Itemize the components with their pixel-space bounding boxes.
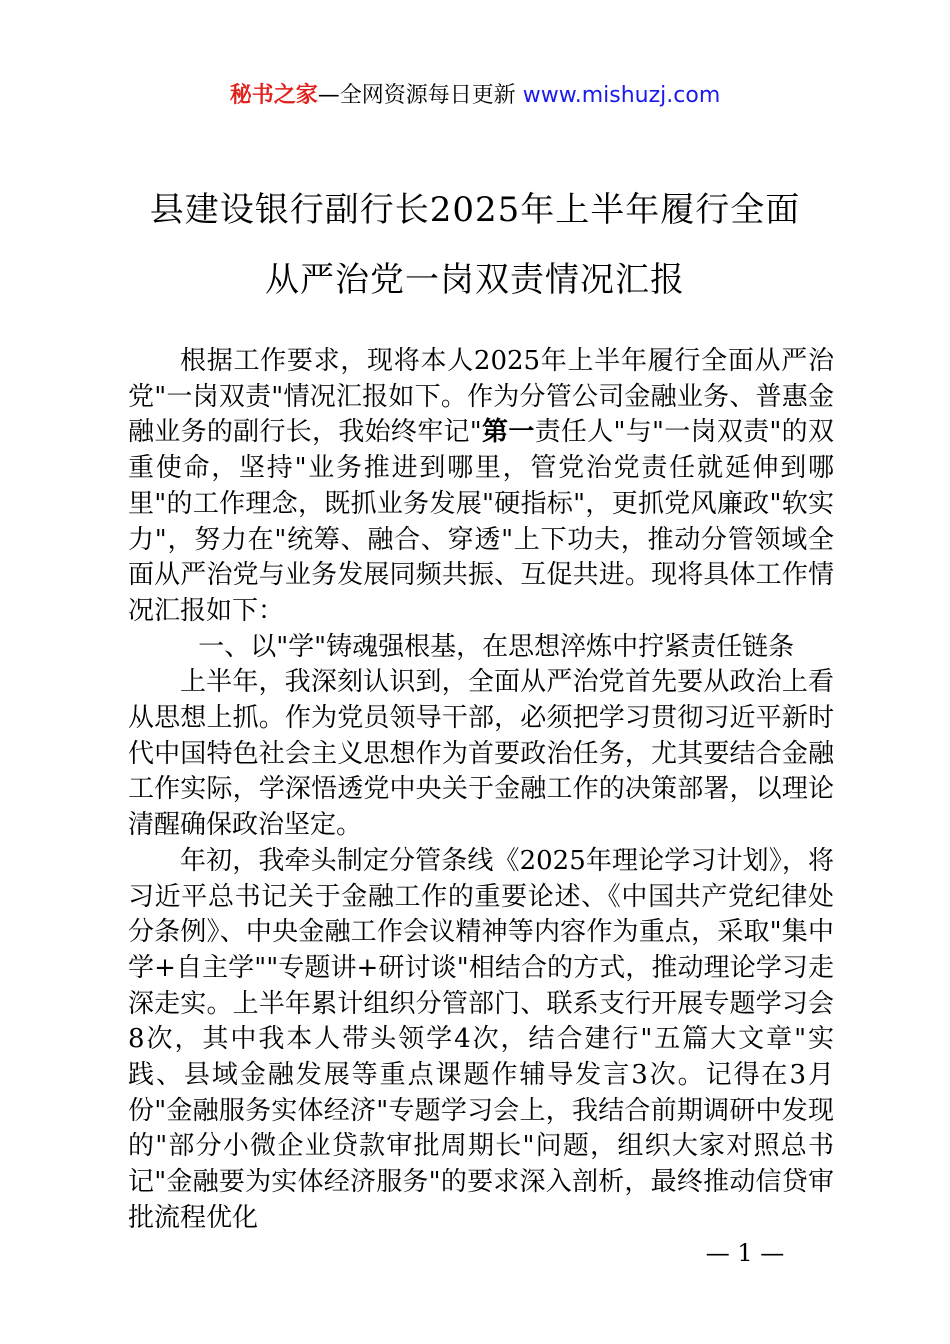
paragraph-intro-text-a: 根据工作要求，现将本人2025年上半年履行全面从严治党"一岗双责"情况汇报如下。作为分管公司金融业务、普惠金融业务的副行长，我始终牢记": [128, 346, 834, 448]
section-heading-1: 一、以"学"铸魂强根基，在思想淬炼中拧紧责任链条: [198, 631, 795, 662]
site-url-link[interactable]: www.mishuzj.com: [522, 83, 721, 108]
site-brand: 秘书之家: [229, 83, 318, 108]
paragraph-study-plan: 年初，我牵头制定分管条线《2025年理论学习计划》，将习近平总书记关于金融工作的重要论述、《中国共产党纪律处分条例》、中央金融工作会议精神等内容作为重点，采取"集中学+自主学""专题讲+研讨谈"相结合的方式，推动理论学习走深走实。上半年累计组织分管部门、联系支行开展专题学习会8次，其中我本人带头领学4次，结合建行"五篇大文章"实践、县域金融发展等重点课题作辅导发言3次。记得在3月份"金融服务实体经济"专题学习会上，我结合前期调研中发现的"部分小微企业贷款审批周期长"问题，组织大家对照总书记"金融要为实体经济服务"的要求深入剖析，最终推动信贷审批流程优化: [128, 845, 834, 1233]
paragraph-intro-emphasis: 第一: [481, 417, 535, 448]
paragraph-study-awareness: 上半年，我深刻认识到，全面从严治党首先要从政治上看从思想上抓。作为党员领导干部，必须把学习贯彻习近平新时代中国特色社会主义思想作为首要政治任务，尤其要结合金融工作实际，学深悟透党中央关于金融工作的决策部署，以理论清醒确保政治坚定。: [128, 667, 834, 841]
page-number: — 1 —: [705, 1239, 785, 1267]
document-title-line-2: 从严治党一岗双责情况汇报: [265, 260, 685, 300]
site-slogan: —全网资源每日更新: [317, 83, 516, 108]
paragraph-intro: [128, 344, 834, 630]
site-header: [0, 80, 950, 112]
document-title-line-1: 县建设银行副行长2025年上半年履行全面: [149, 190, 801, 230]
document-body: [128, 344, 834, 1237]
paragraph-intro-text-b: 责任人"与"一岗双责"的双重使命，坚持"业务推进到哪里，管党治党责任就延伸到哪里"的工作理念，既抓业务发展"硬指标"，更抓党风廉政"软实力"，努力在"统筹、融合、穿透"上下功夫，推动分管领域全面从严治党与业务发展同频共振、互促共进。现将具体工作情况汇报如下：: [128, 417, 834, 626]
